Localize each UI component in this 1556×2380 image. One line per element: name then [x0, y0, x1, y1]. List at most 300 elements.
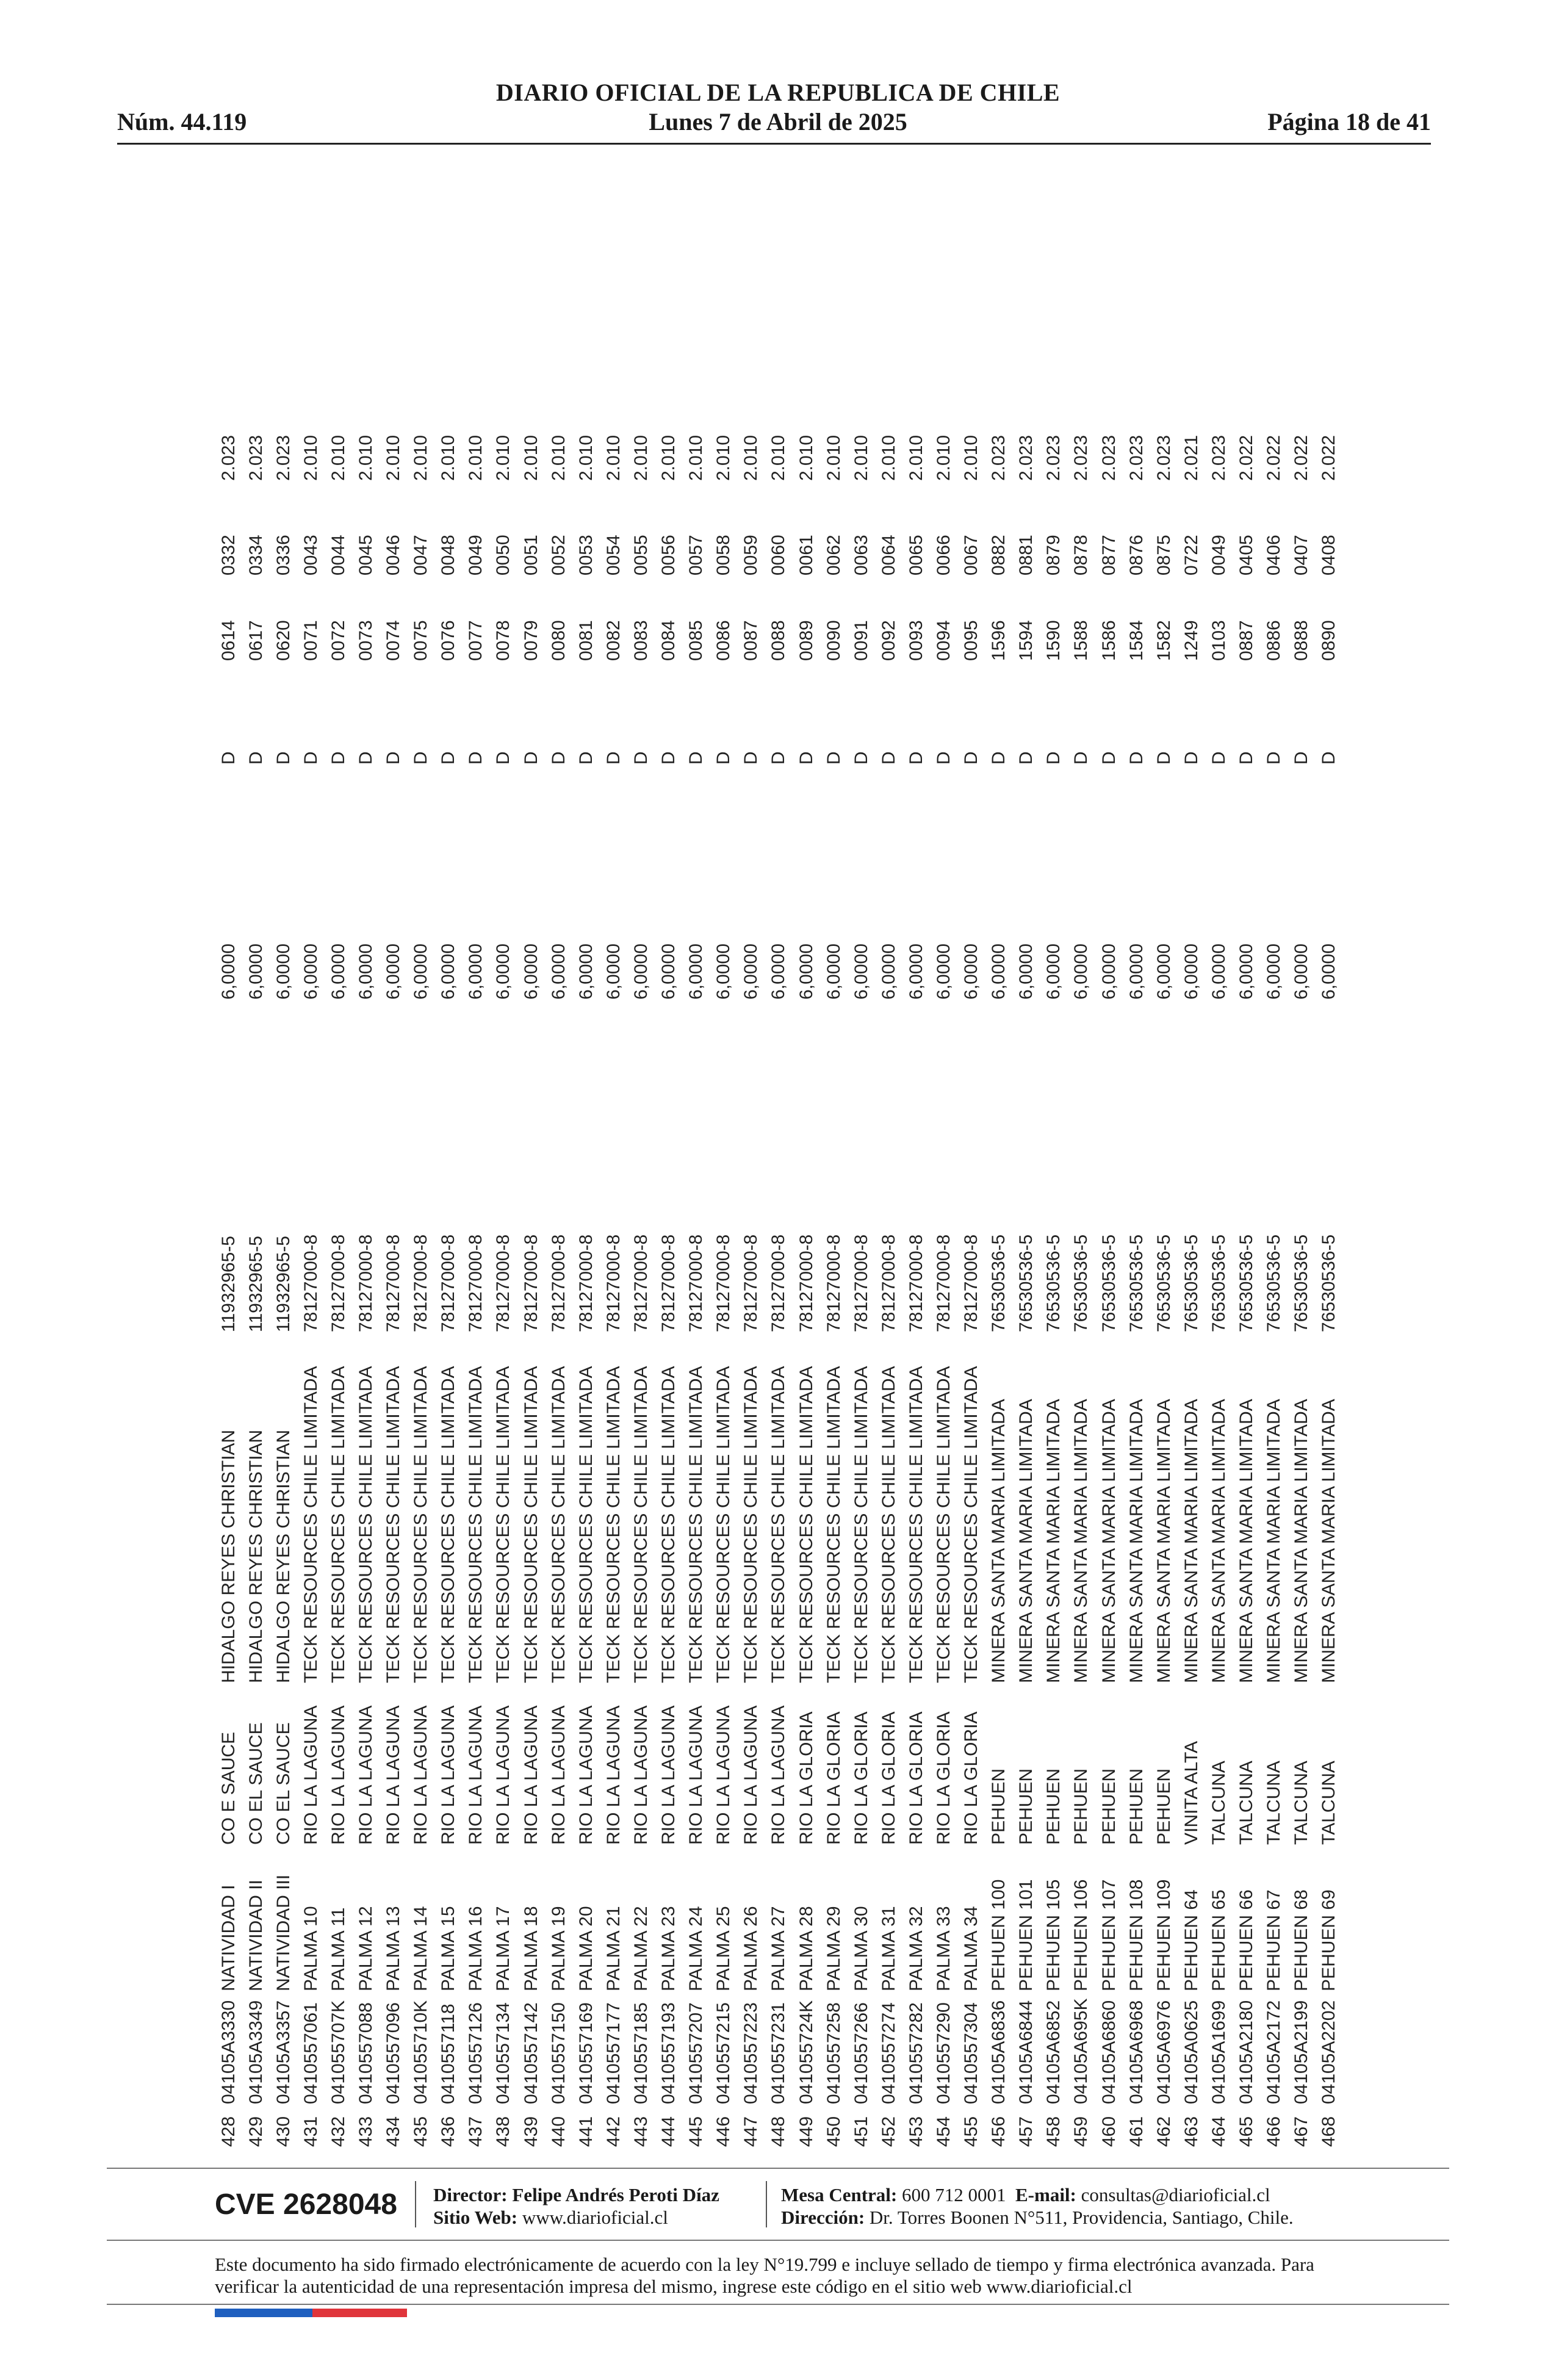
- owner-rut-cell: 76530536-5: [1319, 1234, 1339, 1332]
- number-a-cell: 1586: [1098, 620, 1119, 661]
- row-number-cell: 428: [218, 2116, 239, 2147]
- owner-cell: TECK RESOURCES CHILE LIMITADA: [328, 1366, 348, 1683]
- number-a-cell: 0085: [686, 620, 707, 661]
- year-cell: 2.023: [218, 435, 239, 481]
- type-letter-cell: D: [851, 751, 871, 765]
- number-a-cell: 0087: [741, 620, 762, 661]
- rotated-table-container: [215, 194, 1344, 2147]
- type-letter-cell: D: [1208, 751, 1229, 765]
- concession-name-cell: PALMA 16: [466, 1906, 486, 1991]
- owner-cell: TECK RESOURCES CHILE LIMITADA: [796, 1366, 816, 1683]
- owner-rut-cell: 78127000-8: [383, 1234, 404, 1332]
- number-b-cell: 0334: [245, 535, 266, 575]
- type-letter-cell: D: [575, 751, 596, 765]
- concession-name-cell: PALMA 26: [741, 1906, 762, 1991]
- table-row: [1150, 420, 1178, 2147]
- type-letter-cell: D: [878, 751, 899, 765]
- hectares-cell: 6,0000: [1153, 943, 1174, 1000]
- type-letter-cell: D: [1153, 751, 1174, 765]
- concession-name-cell: PALMA 17: [493, 1906, 514, 1991]
- concession-name-cell: NATIVIDAD III: [273, 1874, 294, 1991]
- year-cell: 2.010: [575, 435, 596, 481]
- concession-name-cell: PEHUEN 68: [1291, 1889, 1312, 1991]
- location-cell: RIO LA LAGUNA: [548, 1705, 569, 1845]
- table-row: [408, 420, 435, 2147]
- number-b-cell: 0058: [713, 535, 734, 575]
- owner-rut-cell: 76530536-5: [1291, 1234, 1312, 1332]
- number-b-cell: 0408: [1319, 535, 1339, 575]
- row-number-cell: 462: [1153, 2116, 1174, 2147]
- owner-rut-cell: 78127000-8: [823, 1234, 844, 1332]
- type-letter-cell: D: [933, 751, 954, 765]
- row-number-cell: 433: [356, 2116, 376, 2147]
- concession-code-cell: 04105A2180: [1236, 2000, 1257, 2104]
- number-b-cell: 0055: [630, 535, 651, 575]
- number-b-cell: 0336: [273, 535, 294, 575]
- row-number-cell: 455: [961, 2116, 982, 2147]
- row-number-cell: 440: [548, 2116, 569, 2147]
- number-a-cell: 1596: [989, 620, 1009, 661]
- type-letter-cell: D: [1181, 751, 1201, 765]
- concession-name-cell: PALMA 13: [383, 1906, 404, 1991]
- row-number-cell: 445: [686, 2116, 707, 2147]
- number-a-cell: 0086: [713, 620, 734, 661]
- hectares-cell: 6,0000: [493, 943, 514, 1000]
- concession-code-cell: 041055724K: [796, 2000, 816, 2104]
- number-a-cell: 0080: [548, 620, 569, 661]
- owner-rut-cell: 76530536-5: [1153, 1234, 1174, 1332]
- owner-cell: MINERA SANTA MARIA LIMITADA: [1181, 1399, 1201, 1683]
- concession-code-cell: 04105A2172: [1264, 2000, 1284, 2104]
- owner-rut-cell: 78127000-8: [961, 1234, 982, 1332]
- location-cell: CO EL SAUCE: [245, 1722, 266, 1845]
- owner-rut-cell: 76530536-5: [989, 1234, 1009, 1332]
- location-cell: RIO LA LAGUNA: [466, 1705, 486, 1845]
- owner-cell: TECK RESOURCES CHILE LIMITADA: [878, 1366, 899, 1683]
- concession-code-cell: 0410557177: [603, 2002, 624, 2104]
- footer-top-divider: [107, 2168, 1449, 2169]
- location-cell: TALCUNA: [1208, 1761, 1229, 1845]
- table-row: [1013, 420, 1040, 2147]
- table-row: [958, 420, 985, 2147]
- number-a-cell: 0888: [1291, 620, 1312, 661]
- hectares-cell: 6,0000: [411, 943, 431, 1000]
- concession-code-cell: 0410557223: [741, 2002, 762, 2104]
- location-cell: RIO LA GLORIA: [878, 1711, 899, 1845]
- concession-code-cell: 0410557266: [851, 2002, 871, 2104]
- concession-code-cell: 0410557215: [713, 2002, 734, 2104]
- number-a-cell: 0095: [961, 620, 982, 661]
- owner-rut-cell: 78127000-8: [906, 1234, 926, 1332]
- type-letter-cell: D: [411, 751, 431, 765]
- owner-rut-cell: 76530536-5: [1016, 1234, 1037, 1332]
- concession-code-cell: 0410557150: [548, 2002, 569, 2104]
- concession-name-cell: PEHUEN 69: [1319, 1889, 1339, 1991]
- email-label: E-mail:: [1015, 2184, 1076, 2205]
- owner-cell: MINERA SANTA MARIA LIMITADA: [1236, 1399, 1257, 1683]
- number-a-cell: 1582: [1153, 620, 1174, 661]
- table-row: [1095, 420, 1123, 2147]
- type-letter-cell: D: [796, 751, 816, 765]
- location-cell: RIO LA LAGUNA: [438, 1705, 459, 1845]
- owner-cell: TECK RESOURCES CHILE LIMITADA: [933, 1366, 954, 1683]
- year-cell: 2.010: [603, 435, 624, 481]
- hectares-cell: 6,0000: [851, 943, 871, 1000]
- number-b-cell: 0877: [1098, 535, 1119, 575]
- owner-rut-cell: 78127000-8: [851, 1234, 871, 1332]
- number-b-cell: 0048: [438, 535, 459, 575]
- concession-name-cell: PALMA 30: [851, 1906, 871, 1991]
- table-row: [848, 420, 875, 2147]
- row-number-cell: 434: [383, 2116, 404, 2147]
- number-b-cell: 0405: [1236, 535, 1257, 575]
- location-cell: RIO LA GLORIA: [796, 1711, 816, 1845]
- number-a-cell: 1594: [1016, 620, 1037, 661]
- concession-code-cell: 0410557274: [878, 2002, 899, 2104]
- year-cell: 2.010: [961, 435, 982, 481]
- concession-name-cell: PALMA 14: [411, 1906, 431, 1991]
- footer-bottom-divider: [107, 2304, 1449, 2305]
- year-cell: 2.010: [630, 435, 651, 481]
- hectares-cell: 6,0000: [741, 943, 762, 1000]
- type-letter-cell: D: [1098, 751, 1119, 765]
- number-a-cell: 0073: [356, 620, 376, 661]
- type-letter-cell: D: [1236, 751, 1257, 765]
- concession-code-cell: 041055710K: [411, 2000, 431, 2104]
- concession-code-cell: 0410557118: [438, 2003, 459, 2104]
- location-cell: PEHUEN: [1016, 1768, 1037, 1845]
- mining-concessions-table: [215, 420, 1343, 2147]
- concession-code-cell: 04105A6968: [1126, 2000, 1147, 2104]
- number-b-cell: 0882: [989, 535, 1009, 575]
- concession-name-cell: PEHUEN 108: [1126, 1879, 1147, 1991]
- number-a-cell: 0072: [328, 620, 348, 661]
- concession-code-cell: 0410557185: [630, 2002, 651, 2104]
- year-cell: 2.023: [1043, 435, 1064, 481]
- row-number-cell: 457: [1016, 2116, 1037, 2147]
- concession-name-cell: PALMA 11: [328, 1907, 348, 1991]
- hectares-cell: 6,0000: [1236, 943, 1257, 1000]
- number-b-cell: 0406: [1264, 535, 1284, 575]
- year-cell: 2.010: [411, 435, 431, 481]
- concession-code-cell: 0410557061: [300, 2002, 321, 2104]
- type-letter-cell: D: [520, 751, 541, 765]
- location-cell: RIO LA LAGUNA: [493, 1705, 514, 1845]
- year-cell: 2.010: [878, 435, 899, 481]
- concession-name-cell: PEHUEN 105: [1043, 1879, 1064, 1991]
- concession-name-cell: PALMA 18: [520, 1906, 541, 1991]
- hectares-cell: 6,0000: [933, 943, 954, 1000]
- row-number-cell: 468: [1319, 2116, 1339, 2147]
- location-cell: TALCUNA: [1291, 1761, 1312, 1845]
- type-letter-cell: D: [300, 751, 321, 765]
- location-cell: PEHUEN: [989, 1768, 1009, 1845]
- concession-name-cell: PALMA 34: [961, 1906, 982, 1991]
- concession-name-cell: PEHUEN 107: [1098, 1879, 1119, 1991]
- hectares-cell: 6,0000: [1291, 943, 1312, 1000]
- concession-code-cell: 04105A6836: [989, 2000, 1009, 2104]
- owner-rut-cell: 76530536-5: [1208, 1234, 1229, 1332]
- concession-code-cell: 04105A0625: [1181, 2000, 1201, 2104]
- year-cell: 2.010: [438, 435, 459, 481]
- concession-code-cell: 04105A6976: [1153, 2000, 1174, 2104]
- header-divider: [117, 143, 1431, 145]
- hectares-cell: 6,0000: [713, 943, 734, 1000]
- row-number-cell: 432: [328, 2116, 348, 2147]
- location-cell: TALCUNA: [1319, 1761, 1339, 1845]
- owner-cell: MINERA SANTA MARIA LIMITADA: [1098, 1399, 1119, 1683]
- concession-code-cell: 0410557134: [493, 2002, 514, 2104]
- hectares-cell: 6,0000: [1208, 943, 1229, 1000]
- concession-name-cell: NATIVIDAD I: [218, 1884, 239, 1991]
- concession-name-cell: PALMA 25: [713, 1906, 734, 1991]
- number-b-cell: 0060: [768, 535, 789, 575]
- owner-cell: MINERA SANTA MARIA LIMITADA: [989, 1399, 1009, 1683]
- owner-rut-cell: 78127000-8: [630, 1234, 651, 1332]
- row-number-cell: 446: [713, 2116, 734, 2147]
- table-row: [352, 420, 380, 2147]
- owner-cell: MINERA SANTA MARIA LIMITADA: [1043, 1399, 1064, 1683]
- year-cell: 2.010: [796, 435, 816, 481]
- table-row: [710, 420, 738, 2147]
- row-number-cell: 456: [989, 2116, 1009, 2147]
- number-b-cell: 0066: [933, 535, 954, 575]
- hectares-cell: 6,0000: [520, 943, 541, 1000]
- table-row: [242, 420, 270, 2147]
- hectares-cell: 6,0000: [575, 943, 596, 1000]
- year-cell: 2.010: [328, 435, 348, 481]
- row-number-cell: 430: [273, 2116, 294, 2147]
- owner-cell: TECK RESOURCES CHILE LIMITADA: [466, 1366, 486, 1683]
- contact-info: [781, 2183, 1294, 2229]
- location-cell: RIO LA GLORIA: [851, 1711, 871, 1845]
- owner-cell: TECK RESOURCES CHILE LIMITADA: [383, 1366, 404, 1683]
- row-number-cell: 460: [1098, 2116, 1119, 2147]
- owner-rut-cell: 78127000-8: [300, 1234, 321, 1332]
- number-b-cell: 0053: [575, 535, 596, 575]
- table-row: [765, 420, 793, 2147]
- number-b-cell: 0049: [466, 535, 486, 575]
- type-letter-cell: D: [466, 751, 486, 765]
- number-b-cell: 0407: [1291, 535, 1312, 575]
- number-a-cell: 1249: [1181, 620, 1201, 661]
- concession-name-cell: PEHUEN 65: [1208, 1889, 1229, 1991]
- concession-code-cell: 0410557231: [768, 2002, 789, 2104]
- year-cell: 2.010: [383, 435, 404, 481]
- location-cell: CO EL SAUCE: [273, 1722, 294, 1845]
- number-a-cell: 0078: [493, 620, 514, 661]
- owner-rut-cell: 78127000-8: [933, 1234, 954, 1332]
- concession-code-cell: 04105A3357: [273, 2000, 294, 2104]
- owner-rut-cell: 78127000-8: [575, 1234, 596, 1332]
- type-letter-cell: D: [356, 751, 376, 765]
- table-row: [297, 420, 325, 2147]
- type-letter-cell: D: [1016, 751, 1037, 765]
- table-row: [463, 420, 490, 2147]
- owner-rut-cell: 78127000-8: [356, 1234, 376, 1332]
- owner-rut-cell: 11932965-5: [218, 1236, 239, 1332]
- concession-code-cell: 0410557096: [383, 2002, 404, 2104]
- owner-cell: MINERA SANTA MARIA LIMITADA: [1153, 1399, 1174, 1683]
- number-b-cell: 0064: [878, 535, 899, 575]
- hectares-cell: 6,0000: [686, 943, 707, 1000]
- number-b-cell: 0879: [1043, 535, 1064, 575]
- owner-rut-cell: 78127000-8: [741, 1234, 762, 1332]
- year-cell: 2.010: [933, 435, 954, 481]
- number-a-cell: 0089: [796, 620, 816, 661]
- owner-cell: MINERA SANTA MARIA LIMITADA: [1208, 1399, 1229, 1683]
- concession-name-cell: PEHUEN 67: [1264, 1889, 1284, 1991]
- footer-separator: [766, 2181, 767, 2227]
- concession-name-cell: PEHUEN 101: [1016, 1879, 1037, 1991]
- type-letter-cell: D: [438, 751, 459, 765]
- owner-rut-cell: 11932965-5: [245, 1236, 266, 1332]
- location-cell: RIO LA GLORIA: [906, 1711, 926, 1845]
- number-b-cell: 0065: [906, 535, 926, 575]
- row-number-cell: 439: [520, 2116, 541, 2147]
- location-cell: PEHUEN: [1071, 1768, 1092, 1845]
- year-cell: 2.023: [1071, 435, 1092, 481]
- year-cell: 2.010: [906, 435, 926, 481]
- number-b-cell: 0049: [1208, 535, 1229, 575]
- number-a-cell: 1588: [1071, 620, 1092, 661]
- number-b-cell: 0875: [1153, 535, 1174, 575]
- location-cell: TALCUNA: [1264, 1761, 1284, 1845]
- concession-name-cell: PALMA 32: [906, 1906, 926, 1991]
- concession-name-cell: PEHUEN 106: [1071, 1879, 1092, 1991]
- hectares-cell: 6,0000: [1098, 943, 1119, 1000]
- web-link[interactable]: www.diarioficial.cl: [522, 2207, 668, 2228]
- number-b-cell: 0044: [328, 535, 348, 575]
- year-cell: 2.023: [1208, 435, 1229, 481]
- hectares-cell: 6,0000: [328, 943, 348, 1000]
- table-row: [490, 420, 517, 2147]
- number-b-cell: 0054: [603, 535, 624, 575]
- concession-code-cell: 04105A2199: [1291, 2000, 1312, 2104]
- owner-cell: TECK RESOURCES CHILE LIMITADA: [658, 1366, 679, 1683]
- number-b-cell: 0876: [1126, 535, 1147, 575]
- number-a-cell: 0094: [933, 620, 954, 661]
- table-row: [1068, 420, 1095, 2147]
- legal-notice: Este documento ha sido firmado electrónicamente de acuerdo con la ley N°19.799 e incluye sellado de tiempo y firma electrónica avanzada. Para verificar la autenticidad de una representación impresa del mismo, ingrese este código en el sitio web www.diarioficial.cl: [215, 2254, 1314, 2297]
- hectares-cell: 6,0000: [383, 943, 404, 1000]
- type-letter-cell: D: [1291, 751, 1312, 765]
- year-cell: 2.010: [658, 435, 679, 481]
- concession-name-cell: PALMA 19: [548, 1906, 569, 1991]
- number-a-cell: 0077: [466, 620, 486, 661]
- type-letter-cell: D: [630, 751, 651, 765]
- table-row: [380, 420, 408, 2147]
- table-row: [1288, 420, 1316, 2147]
- number-a-cell: 0887: [1236, 620, 1257, 661]
- hectares-cell: 6,0000: [300, 943, 321, 1000]
- type-letter-cell: D: [493, 751, 514, 765]
- owner-cell: TECK RESOURCES CHILE LIMITADA: [713, 1366, 734, 1683]
- owner-cell: TECK RESOURCES CHILE LIMITADA: [575, 1366, 596, 1683]
- type-letter-cell: D: [823, 751, 844, 765]
- page-number: Página 18 de 41: [1267, 108, 1431, 135]
- row-number-cell: 429: [245, 2116, 266, 2147]
- owner-cell: MINERA SANTA MARIA LIMITADA: [1016, 1399, 1037, 1683]
- number-b-cell: 0878: [1071, 535, 1092, 575]
- hectares-cell: 6,0000: [658, 943, 679, 1000]
- row-number-cell: 459: [1071, 2116, 1092, 2147]
- year-cell: 2.023: [989, 435, 1009, 481]
- year-cell: 2.023: [1016, 435, 1037, 481]
- number-a-cell: 0620: [273, 620, 294, 661]
- owner-cell: TECK RESOURCES CHILE LIMITADA: [548, 1366, 569, 1683]
- number-a-cell: 0103: [1208, 620, 1229, 661]
- number-a-cell: 0071: [300, 620, 321, 661]
- type-letter-cell: D: [1126, 751, 1147, 765]
- concession-name-cell: NATIVIDAD II: [245, 1880, 266, 1991]
- number-b-cell: 0063: [851, 535, 871, 575]
- hectares-cell: 6,0000: [548, 943, 569, 1000]
- table-row: [875, 420, 902, 2147]
- number-b-cell: 0332: [218, 535, 239, 575]
- flag-stripe-red: [312, 2309, 407, 2317]
- owner-cell: HIDALGO REYES CHRISTIAN: [218, 1429, 239, 1683]
- number-b-cell: 0043: [300, 535, 321, 575]
- concession-name-cell: PALMA 33: [933, 1906, 954, 1991]
- concession-code-cell: 0410557126: [466, 2002, 486, 2104]
- number-b-cell: 0052: [548, 535, 569, 575]
- row-number-cell: 466: [1264, 2116, 1284, 2147]
- year-cell: 2.010: [741, 435, 762, 481]
- number-a-cell: 0079: [520, 620, 541, 661]
- hectares-cell: 6,0000: [218, 943, 239, 1000]
- number-a-cell: 0093: [906, 620, 926, 661]
- location-cell: RIO LA LAGUNA: [356, 1705, 376, 1845]
- row-number-cell: 448: [768, 2116, 789, 2147]
- row-number-cell: 465: [1236, 2116, 1257, 2147]
- owner-cell: TECK RESOURCES CHILE LIMITADA: [768, 1366, 789, 1683]
- number-a-cell: 0890: [1319, 620, 1339, 661]
- location-cell: RIO LA LAGUNA: [741, 1705, 762, 1845]
- row-number-cell: 450: [823, 2116, 844, 2147]
- footer-separator: [415, 2181, 416, 2227]
- number-a-cell: 0886: [1264, 620, 1284, 661]
- type-letter-cell: D: [603, 751, 624, 765]
- owner-rut-cell: 78127000-8: [438, 1234, 459, 1332]
- owner-rut-cell: 76530536-5: [1264, 1234, 1284, 1332]
- owner-rut-cell: 78127000-8: [658, 1234, 679, 1332]
- owner-cell: HIDALGO REYES CHRISTIAN: [273, 1429, 294, 1683]
- concession-code-cell: 0410557282: [906, 2002, 926, 2104]
- number-a-cell: 1584: [1126, 620, 1147, 661]
- hectares-cell: 6,0000: [989, 943, 1009, 1000]
- table-row: [793, 420, 820, 2147]
- table-row: [1261, 420, 1288, 2147]
- concession-code-cell: 0410557169: [575, 2002, 596, 2104]
- location-cell: RIO LA GLORIA: [961, 1711, 982, 1845]
- hectares-cell: 6,0000: [603, 943, 624, 1000]
- table-row: [1316, 420, 1343, 2147]
- email-link[interactable]: consultas@diarioficial.cl: [1081, 2184, 1270, 2205]
- concession-code-cell: 04105A3330: [218, 2000, 239, 2104]
- owner-rut-cell: 78127000-8: [411, 1234, 431, 1332]
- location-cell: PEHUEN: [1126, 1768, 1147, 1845]
- location-cell: PEHUEN: [1098, 1768, 1119, 1845]
- owner-rut-cell: 78127000-8: [548, 1234, 569, 1332]
- number-b-cell: 0062: [823, 535, 844, 575]
- owner-rut-cell: 76530536-5: [1181, 1234, 1201, 1332]
- director-label: Director:: [433, 2184, 508, 2205]
- row-number-cell: 467: [1291, 2116, 1312, 2147]
- concession-code-cell: 0410557258: [823, 2002, 844, 2104]
- year-cell: 2.010: [686, 435, 707, 481]
- owner-cell: MINERA SANTA MARIA LIMITADA: [1291, 1399, 1312, 1683]
